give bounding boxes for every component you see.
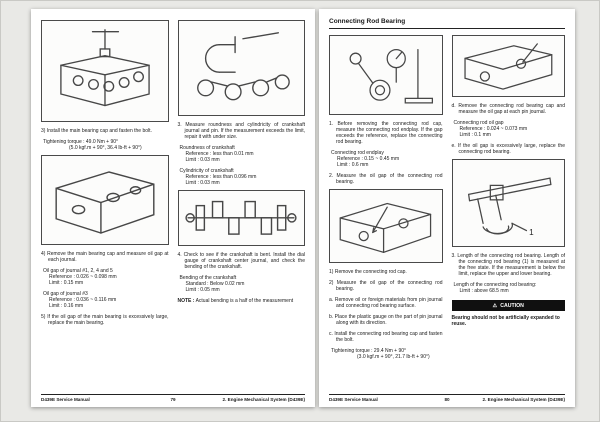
substep-place-plastigage: b. Place the plastic gauge on the part of pin journal along with its direction. [329, 313, 443, 326]
caution-banner [452, 300, 566, 311]
step-measure-endplay: 1. Before removing the connecting rod cap, measure the connecting rod endplay. If the gap exceeds the reference, replace the connecting rod bearing. [329, 120, 443, 145]
figure-main-bearing-cap-install [41, 20, 169, 122]
page-right [319, 9, 575, 407]
rod-cap-block-illustration [456, 38, 561, 93]
substep-measure-gap: 2) Measure the oil gap of the connecting rod bearing. [329, 279, 443, 292]
figure-callout-1: 1 [529, 228, 534, 238]
right-page-footer [329, 394, 565, 403]
spec-title: Length of the connecting rod bearing: [453, 281, 537, 288]
substep-remove-oil: a. Remove oil or foreign materials from pin journal and connecting rod bearing surface. [329, 296, 443, 309]
spec-title: Bending of the crankshaft [179, 274, 237, 281]
right-page-columns [329, 33, 565, 362]
note-text [178, 298, 306, 304]
spec-title: Oil gap of journal #3 [43, 290, 88, 297]
step-replace-main-bearing: 5) If the oil gap of the main bearing is excessively large, replace the main bearing. [41, 313, 169, 326]
spec-bending [180, 275, 306, 293]
right-page-column-1 [329, 33, 443, 362]
spec-tightening-torque-main [43, 139, 169, 151]
spec-bearing-length [454, 282, 566, 294]
figure-caliper-bearing-length [452, 159, 566, 247]
spec-torque-line-1: Tightening torque : 29.4 Nm + 90° [331, 347, 407, 354]
spec-title: Cylindricity of crankshaft [179, 167, 234, 174]
substep-remove-rod-cap: 1) Remove the connecting rod cap. [329, 268, 407, 275]
figure-remove-rod-cap [452, 35, 566, 97]
step-remove-main-bearing-cap: 4) Remove the main bearing cap and measure oil gap at each journal. [41, 250, 169, 263]
footer-manual-title: D439E Service Manual [41, 397, 90, 402]
footer-section-title: 2. Engine Mechanical System (D439E) [222, 397, 305, 402]
spec-limit: Limit : 0.15 mm [49, 279, 84, 286]
step-measure-oil-gap: 2. Measure the oil gap of the connecting rod bearing. [329, 172, 443, 185]
spec-limit: Limit : 0.16 mm [49, 302, 84, 309]
page-left [31, 9, 315, 407]
spec-limit: Limit : above 68.5 mm [459, 287, 509, 294]
spec-title: Connecting rod oil gap [453, 119, 504, 126]
spec-torque-line-1: Tightening torque : 49.0 Nm + 90° [43, 138, 119, 145]
spec-standard: Standard : Below 0.02 mm [185, 280, 245, 287]
step-install-main-bearing-cap: 3) Install the main bearing cap and fasten the bolt. [41, 127, 152, 134]
right-page-column-2 [452, 33, 566, 362]
spec-reference: Reference : 0.026 ~ 0.098 mm [49, 273, 117, 280]
substep-install-cap: c. Install the connecting rod bearing cap and fasten the bolt. [329, 330, 443, 343]
note-label: NOTE : [177, 298, 195, 304]
spec-reference: Reference : 0.036 ~ 0.116 mm [49, 296, 117, 303]
footer-page-number: 79 [170, 397, 176, 402]
spec-cylindricity [180, 168, 306, 186]
footer-section-title: 2. Engine Mechanical System (D439E) [482, 397, 565, 402]
footer-page-number: 80 [444, 397, 450, 402]
spec-reference: Reference : 0.15 ~ 0.45 mm [337, 155, 400, 162]
spec-title: Oil gap of journal #1, 2, 4 and 5 [43, 267, 113, 274]
vernier-caliper-illustration [456, 163, 561, 242]
spec-title: Roundness of crankshaft [179, 144, 235, 151]
spec-torque-line-2: (5.0 kgf.m + 90°, 36.4 lb-ft + 90°) [69, 144, 142, 151]
engine-block-illustration [46, 160, 164, 241]
spec-limit: Limit : 0.03 mm [185, 179, 220, 186]
substep-remove-cap-measure: d. Remove the connecting rod bearing cap and measure the oil gap at each pin journal. [451, 102, 565, 115]
step-check-crankshaft-bent: 4. Check to see if the crankshaft is bent. Install the dial gauge of crankshaft center journal, and check the bending of the crankshaft. [177, 251, 305, 270]
left-page-footer [41, 394, 305, 403]
spec-limit: Limit : 0.03 mm [185, 156, 220, 163]
left-page-column-2 [178, 18, 306, 328]
spec-reference: Reference : 0.024 ~ 0.073 mm [459, 125, 528, 132]
spec-limit: Limit : 0.05 mm [185, 286, 220, 293]
connecting-rod-dial-gauge-illustration [333, 39, 438, 111]
spec-oil-gap-journal-3 [43, 291, 169, 309]
step-bearing-length: 3. Length of the connecting rod bearing. Length of the connecting rod bearing (1) is measured at the free state. If the measurement is below the limit, replace the upper and lower bearing. [451, 252, 565, 277]
spec-endplay [331, 150, 443, 168]
footer-manual-title: D439E Service Manual [329, 397, 378, 402]
engine-block-wrench-illustration [46, 25, 164, 117]
spec-reference: Reference : less than 0.096 mm [185, 173, 257, 180]
note-body: Actual bending is a half of the measurement [195, 298, 294, 304]
spec-tightening-torque-rod [331, 348, 443, 360]
spec-limit: Limit : 0.1 mm [459, 131, 491, 138]
figure-crankshaft-bend-check [178, 190, 306, 246]
figure-conrod-endplay-dial-gauge [329, 35, 443, 115]
spec-limit: Limit : 0.6 mm [337, 161, 369, 168]
step-measure-roundness: 3. Measure roundness and cylindricity of crankshaft journal and pin. If the measurement exceeds the limit, repair it with under size. [177, 121, 305, 140]
spec-reference: Reference : less than 0.01 mm [185, 150, 254, 157]
spec-oil-gap-journal-1245 [43, 268, 169, 286]
left-page-column-1 [41, 18, 169, 328]
section-heading: Connecting Rod Bearing [329, 18, 565, 29]
warning-triangle-icon: ⚠ [492, 302, 498, 309]
crankshaft-measurement-illustration [182, 25, 300, 111]
spec-title: Connecting rod endplay [331, 149, 384, 156]
figure-main-bearing-oil-gap [41, 155, 169, 245]
figure-crankshaft-micrometer [178, 20, 306, 116]
caution-body-text: Bearing should not be artificially expanded to reuse. [451, 315, 560, 328]
spec-torque-line-2: (3.0 kgf.m + 90°, 21.7 lb-ft + 90°) [357, 353, 430, 360]
plastigage-illustration [333, 193, 438, 259]
substep-replace-bearing: e. If the oil gap is excessively large, replace the connecting rod bearing. [451, 142, 565, 155]
figure-plastigage-on-journal [329, 189, 443, 263]
crankshaft-side-illustration [182, 193, 300, 243]
left-page-columns [41, 18, 305, 328]
spec-rod-oil-gap [454, 120, 566, 138]
caution-label: CAUTION [500, 302, 524, 309]
spec-roundness [180, 145, 306, 163]
